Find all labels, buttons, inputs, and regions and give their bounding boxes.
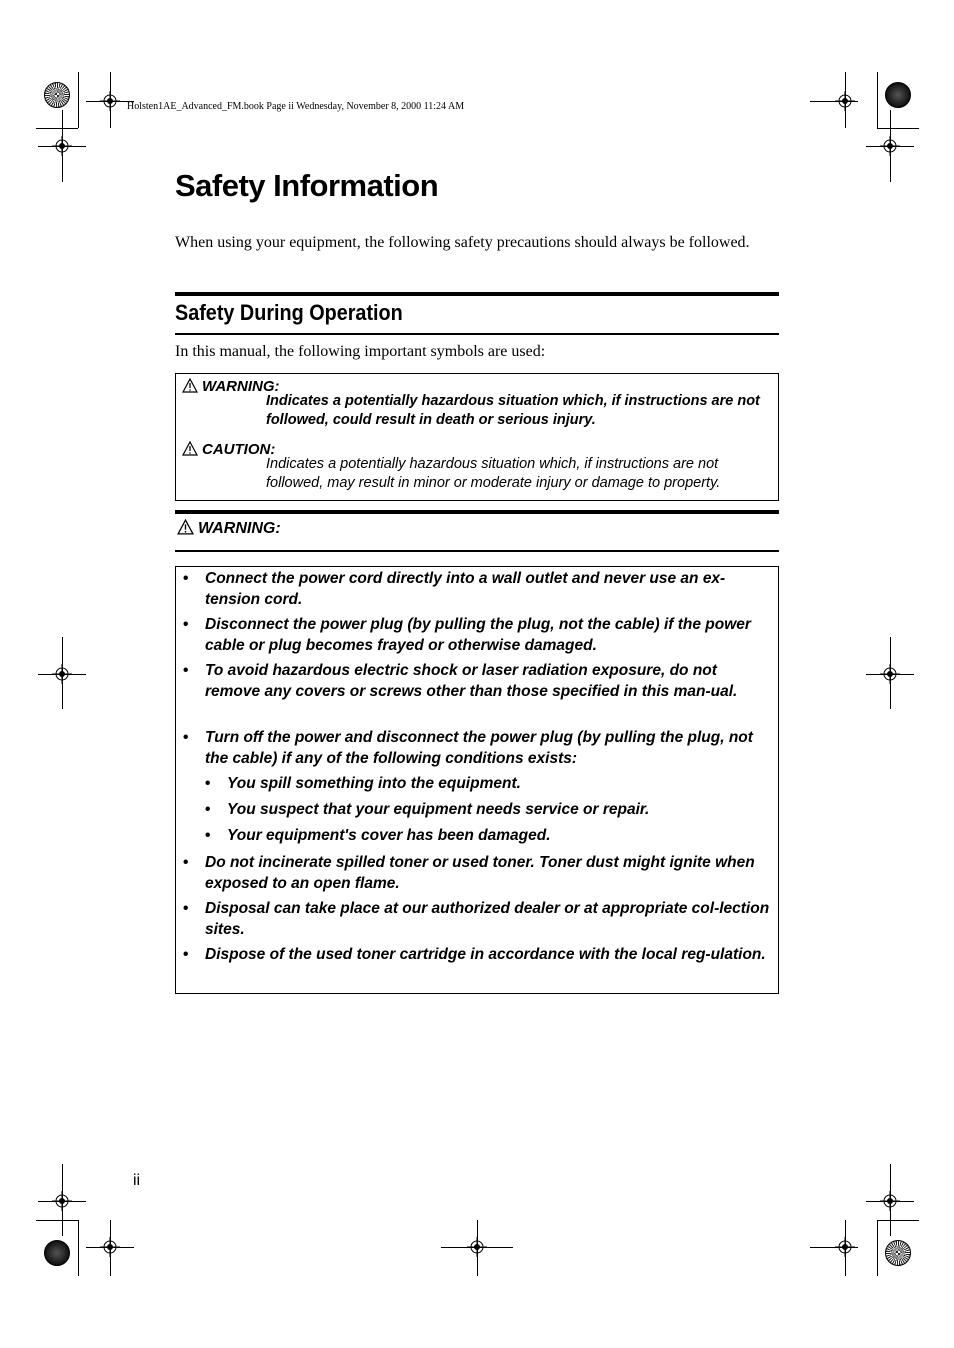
- section-rule-bottom: [175, 333, 779, 335]
- registration-mark-icon: [52, 1191, 72, 1211]
- warning-triangle-icon: [177, 519, 194, 535]
- warning-subitem-text: Your equipment's cover has been damaged.: [227, 827, 551, 844]
- intro-text: When using your equipment, the following safety precautions should always be followed.: [175, 234, 750, 251]
- warning-rule-top: [175, 510, 779, 514]
- warning-item-text: Disposal can take place at our authorized dealer or at appropriate col-lection sites.: [205, 900, 770, 938]
- list-item: [183, 853, 771, 894]
- bullet: •: [205, 827, 211, 844]
- warning-item-text: Turn off the power and disconnect the power plug (by pulling the plug, not the cable) if any of the following conditions exists:: [205, 729, 753, 767]
- warning-item-text: Do not incinerate spilled toner or used toner. Toner dust might ignite when exposed to an open flame.: [205, 854, 755, 892]
- list-item: [183, 661, 771, 702]
- warning-item-text: Dispose of the used toner cartridge in accordance with the local reg-ulation.: [205, 946, 766, 963]
- page-title: Safety Information: [175, 168, 439, 203]
- caution-symbol-label: CAUTION:: [202, 441, 276, 458]
- warning-subitem-text: You spill something into the equipment.: [227, 775, 521, 792]
- bullet: •: [205, 801, 211, 818]
- registration-mark-icon: [880, 136, 900, 156]
- bullet: •: [183, 729, 189, 746]
- warnings-box: [175, 566, 779, 994]
- warning-item-text: Connect the power cord directly into a wall outlet and never use an ex-tension cord.: [205, 570, 726, 608]
- color-bar-disc-icon: [44, 82, 70, 108]
- warning-rule-bottom: [175, 550, 779, 552]
- color-bar-disc-icon: [885, 1240, 911, 1266]
- registration-mark-icon: [100, 1237, 120, 1257]
- list-item: [183, 569, 771, 610]
- symbols-intro-text: In this manual, the following important symbols are used:: [175, 343, 546, 360]
- registration-mark-icon: [880, 664, 900, 684]
- warning-section-label: WARNING:: [198, 520, 281, 537]
- bullet: •: [183, 854, 189, 871]
- bullet: •: [205, 775, 211, 792]
- warning-section-heading: [177, 519, 281, 538]
- list-item: [183, 615, 771, 656]
- list-item: [205, 826, 767, 847]
- warning-subitem-text: You suspect that your equipment needs service or repair.: [227, 801, 650, 818]
- symbols-box: [175, 373, 779, 501]
- caution-symbol-heading: [182, 441, 275, 458]
- page-number: ii: [133, 1172, 141, 1189]
- warning-triangle-icon: [182, 378, 198, 393]
- list-item: [205, 800, 767, 821]
- color-bar-disc-icon: [885, 82, 911, 108]
- registration-mark-icon: [52, 136, 72, 156]
- list-item: [205, 774, 767, 795]
- registration-mark-icon: [100, 91, 120, 111]
- registration-mark-icon: [467, 1237, 487, 1257]
- section-title: Safety During Operation: [175, 300, 403, 325]
- list-item: [183, 945, 771, 966]
- section-rule-top: [175, 292, 779, 296]
- list-item: [183, 899, 771, 940]
- warning-item-text: To avoid hazardous electric shock or laser radiation exposure, do not remove any covers or screws other than those specified in this man-ual.: [205, 662, 738, 700]
- warning-item-text: Disconnect the power plug (by pulling the plug, not the cable) if the power cable or plug becomes frayed or otherwise damaged.: [205, 616, 751, 654]
- bullet: •: [183, 570, 189, 587]
- bullet: •: [183, 900, 189, 917]
- file-info-header: Holsten1AE_Advanced_FM.book Page ii Wednesday, November 8, 2000 11:24 AM: [127, 101, 465, 112]
- registration-mark-icon: [52, 664, 72, 684]
- color-bar-disc-icon: [44, 1240, 70, 1266]
- list-item: [183, 728, 771, 769]
- warning-symbol-label: WARNING:: [202, 378, 280, 395]
- warning-symbol-description: Indicates a potentially hazardous situation which, if instructions are not followed, could result in death or serious injury.: [266, 393, 760, 428]
- bullet: •: [183, 946, 189, 963]
- registration-mark-icon: [835, 1237, 855, 1257]
- bullet: •: [183, 616, 189, 633]
- registration-mark-icon: [880, 1191, 900, 1211]
- registration-mark-icon: [835, 91, 855, 111]
- caution-symbol-description: Indicates a potentially hazardous situation which, if instructions are not followed, may result in minor or moderate injury or damage to property.: [266, 456, 721, 491]
- bullet: •: [183, 662, 189, 679]
- warning-triangle-icon: [182, 441, 198, 456]
- warning-symbol-heading: [182, 378, 280, 395]
